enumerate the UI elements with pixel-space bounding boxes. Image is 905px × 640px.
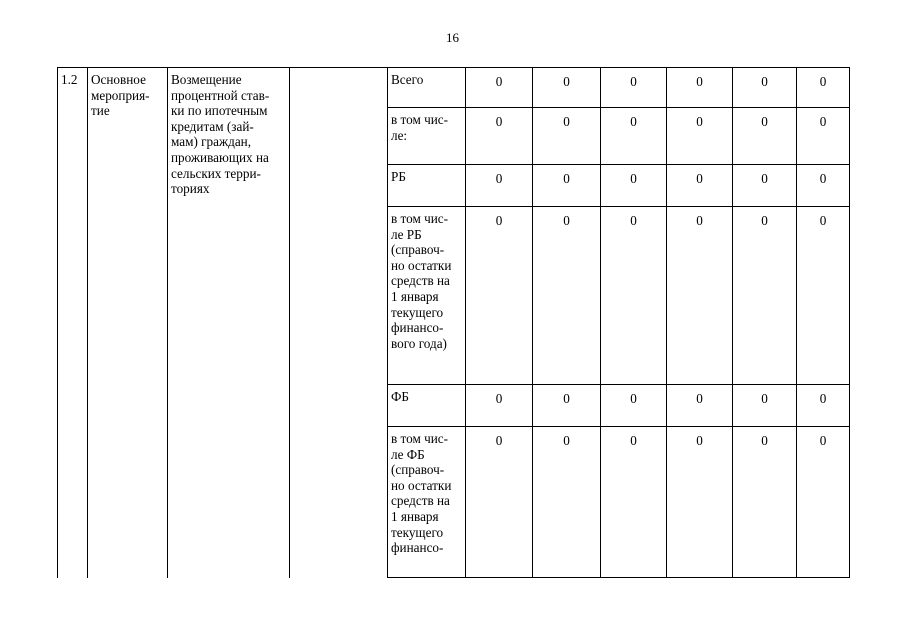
- source-label-cell: [388, 207, 466, 385]
- value-cell: 0: [533, 427, 601, 578]
- value-cell: 0: [667, 385, 733, 427]
- source-label: в том чис- ле ФБ (справоч- но остатки средств на 1 января текущего финансо-: [391, 431, 452, 556]
- source-label-cell: [388, 108, 466, 165]
- row-number-cell: [58, 68, 88, 578]
- value-cell: 0: [667, 427, 733, 578]
- value-cell: 0: [533, 207, 601, 385]
- value-cell: 0: [533, 165, 601, 207]
- value-cell: 0: [797, 108, 850, 165]
- value-cell: 0: [667, 108, 733, 165]
- source-label: Всего: [391, 72, 424, 87]
- source-label: ФБ: [391, 389, 409, 404]
- value-cell: 0: [733, 165, 797, 207]
- value-cell: 0: [533, 108, 601, 165]
- value-cell: 0: [601, 385, 667, 427]
- source-label: РБ: [391, 169, 406, 184]
- value-cell: 0: [797, 68, 850, 108]
- source-label-cell: [388, 385, 466, 427]
- value-cell: 0: [533, 385, 601, 427]
- source-label-cell: [388, 165, 466, 207]
- value-cell: 0: [466, 165, 533, 207]
- value-cell: 0: [466, 108, 533, 165]
- row-name: Возмещение процентной став- ки по ипотечным кредитам (зай- мам) граждан, проживающих на сельских терри- ториях: [171, 72, 270, 197]
- value-cell: 0: [601, 427, 667, 578]
- value-cell: 0: [797, 207, 850, 385]
- row-type: Основное мероприя- тие: [91, 72, 150, 119]
- value-cell: 0: [667, 207, 733, 385]
- value-cell: 0: [667, 165, 733, 207]
- value-cell: 0: [601, 68, 667, 108]
- value-cell: 0: [667, 68, 733, 108]
- row-executor-cell: [290, 68, 388, 578]
- table-row: [58, 68, 850, 108]
- value-cell: 0: [733, 385, 797, 427]
- funding-table: [57, 67, 850, 578]
- value-cell: 0: [797, 427, 850, 578]
- value-cell: 0: [733, 207, 797, 385]
- value-cell: 0: [733, 68, 797, 108]
- value-cell: 0: [601, 165, 667, 207]
- source-label-cell: [388, 68, 466, 108]
- value-cell: 0: [601, 207, 667, 385]
- value-cell: 0: [797, 385, 850, 427]
- row-type-cell: [88, 68, 168, 578]
- value-cell: 0: [466, 385, 533, 427]
- value-cell: 0: [733, 108, 797, 165]
- source-label-cell: [388, 427, 466, 578]
- value-cell: 0: [466, 427, 533, 578]
- row-name-cell: [168, 68, 290, 578]
- value-cell: 0: [466, 207, 533, 385]
- source-label: в том чис- ле:: [391, 112, 449, 143]
- row-number: 1.2: [61, 72, 78, 87]
- value-cell: 0: [733, 427, 797, 578]
- value-cell: 0: [797, 165, 850, 207]
- value-cell: 0: [533, 68, 601, 108]
- source-label: в том чис- ле РБ (справоч- но остатки средств на 1 января текущего финансо- вого года): [391, 211, 452, 351]
- value-cell: 0: [466, 68, 533, 108]
- page-number: 16: [446, 30, 459, 45]
- value-cell: 0: [601, 108, 667, 165]
